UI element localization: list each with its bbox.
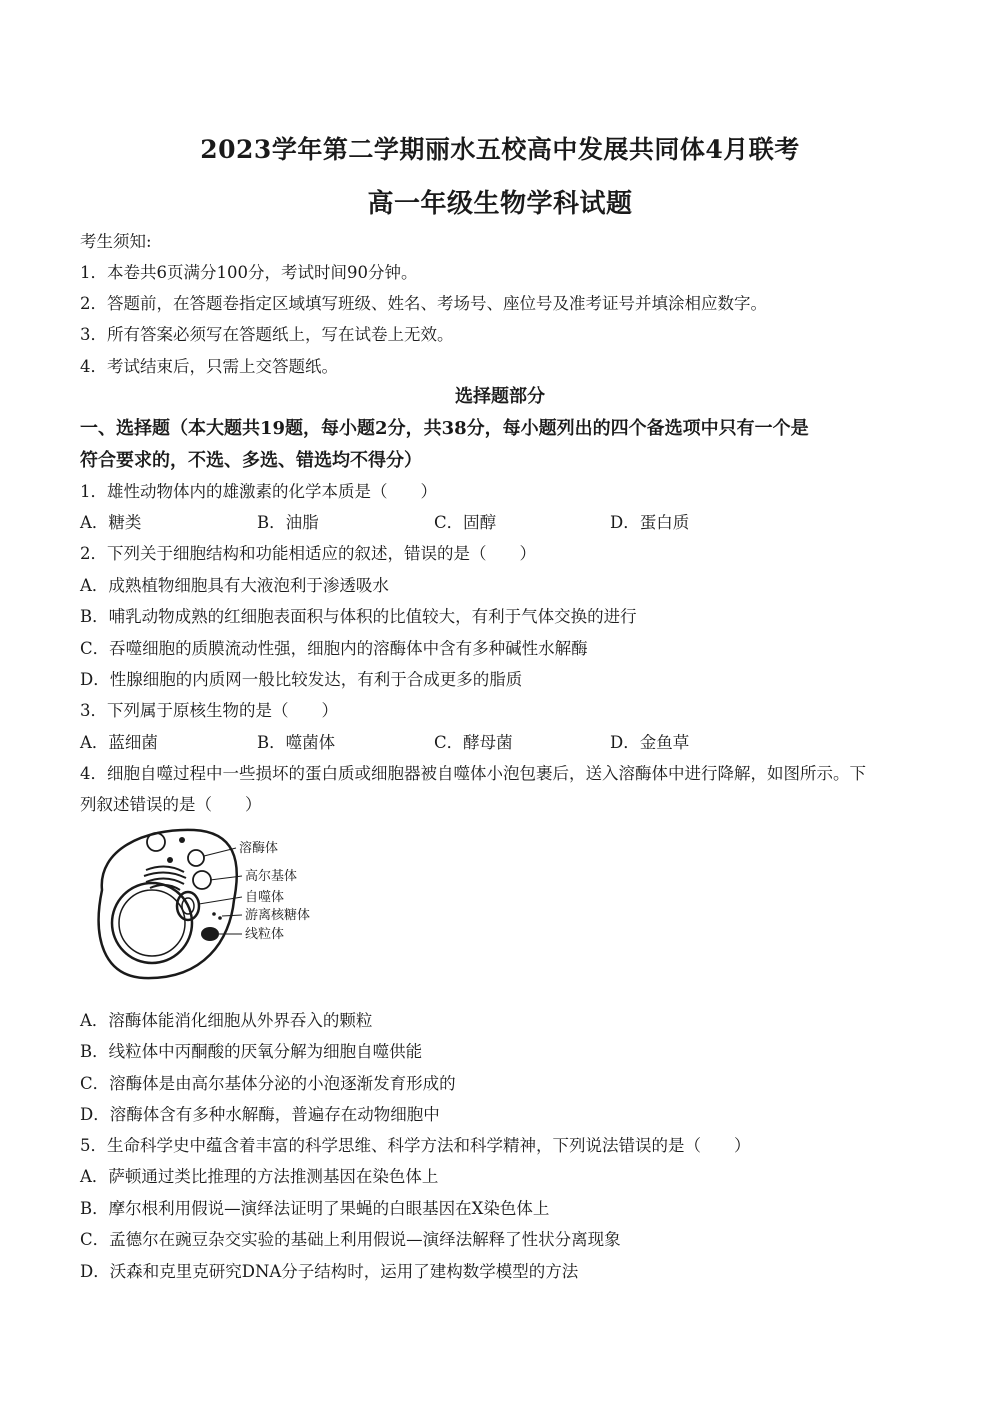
question-stem: 4．细胞自噬过程中一些损坏的蛋白质或细胞器被自噬体小泡包裹后，送入溶酶体中进行降解，如图所示。下 — [80, 764, 866, 783]
vesicle — [167, 857, 173, 863]
option-d: D．沃森和克里克研究DNA分子结构时，运用了建构数学模型的方法 — [80, 1262, 579, 1281]
option-b: B．噬菌体 — [257, 733, 336, 752]
label-golgi: 高尔基体 — [245, 869, 298, 884]
exam-subtitle: 高一年级生物学科试题 — [367, 189, 633, 219]
section-instruction: 一、选择题（本大题共19题，每小题2分，共38分，每小题列出的四个备选项中只有一个是 — [80, 418, 809, 439]
option-c: C．酵母菌 — [434, 733, 513, 752]
option-c: C．孟德尔在豌豆杂交实验的基础上利用假说—演绎法解释了性状分离现象 — [80, 1230, 621, 1249]
option-c: C．固醇 — [434, 513, 497, 532]
mitochondrion — [201, 927, 219, 941]
lysosome — [193, 871, 211, 889]
label-lysosome: 溶酶体 — [239, 841, 279, 856]
option-d: D．蛋白质 — [610, 513, 690, 532]
option-d: D．性腺细胞的内质网一般比较发达，有利于合成更多的脂质 — [80, 670, 523, 689]
notice-item: 3．所有答案必须写在答题纸上，写在试卷上无效。 — [80, 325, 454, 344]
option-a: A．溶酶体能消化细胞从外界吞入的颗粒 — [80, 1011, 373, 1030]
free-ribosome — [218, 916, 222, 920]
question-stem: 3．下列属于原核生物的是（ ） — [80, 701, 338, 720]
option-a: A．萨顿通过类比推理的方法推测基因在染色体上 — [80, 1167, 439, 1186]
free-ribosome — [212, 912, 216, 916]
exam-title: 2023学年第二学期丽水五校高中发展共同体4月联考 — [200, 135, 800, 164]
option-c: C．吞噬细胞的质膜流动性强，细胞内的溶酶体中含有多种碱性水解酶 — [80, 639, 588, 658]
notice-item: 1．本卷共6页满分100分，考试时间90分钟。 — [80, 263, 418, 282]
question-stem: 列叙述错误的是（ ） — [80, 795, 262, 814]
option-a: A．成熟植物细胞具有大液泡利于渗透吸水 — [80, 576, 389, 595]
option-c: C．溶酶体是由高尔基体分泌的小泡逐渐发育形成的 — [80, 1074, 456, 1093]
nucleus-inner — [119, 890, 185, 956]
section-instruction: 符合要求的，不选、多选、错选均不得分） — [80, 450, 422, 471]
notice-item: 2．答题前，在答题卷指定区域填写班级、姓名、考场号、座位号及准考证号并填涂相应数字。 — [80, 294, 767, 313]
section-label: 选择题部分 — [455, 386, 545, 407]
vesicle — [179, 837, 185, 843]
lysosome — [147, 833, 165, 851]
lysosome — [188, 850, 204, 866]
option-d: D．溶酶体含有多种水解酶，普遍存在动物细胞中 — [80, 1105, 440, 1124]
notice-heading: 考生须知: — [80, 232, 152, 251]
option-a: A．蓝细菌 — [80, 733, 158, 752]
option-b: B．摩尔根利用假说—演绎法证明了果蝇的白眼基因在X染色体上 — [80, 1199, 550, 1218]
cell-membrane — [99, 830, 237, 978]
option-a: A．糖类 — [80, 513, 142, 532]
question-stem: 2．下列关于细胞结构和功能相适应的叙述，错误的是（ ） — [80, 544, 536, 563]
option-d: D．金鱼草 — [610, 733, 690, 752]
label-mitochondrion: 线粒体 — [245, 927, 285, 942]
cell-autophagy-diagram — [84, 820, 344, 985]
option-b: B．哺乳动物成熟的红细胞表面积与体积的比值较大，有利于气体交换的进行 — [80, 607, 637, 626]
label-autophagosome: 自噬体 — [245, 890, 285, 905]
notice-item: 4．考试结束后，只需上交答题纸。 — [80, 357, 338, 376]
question-stem: 5．生命科学史中蕴含着丰富的科学思维、科学方法和科学精神，下列说法错误的是（ ） — [80, 1136, 751, 1155]
label-free-ribosome: 游离核糖体 — [245, 908, 311, 923]
question-stem: 1．雄性动物体内的雄激素的化学本质是（ ） — [80, 482, 437, 501]
option-b: B．线粒体中丙酮酸的厌氧分解为细胞自噬供能 — [80, 1042, 423, 1061]
option-b: B．油脂 — [257, 513, 319, 532]
